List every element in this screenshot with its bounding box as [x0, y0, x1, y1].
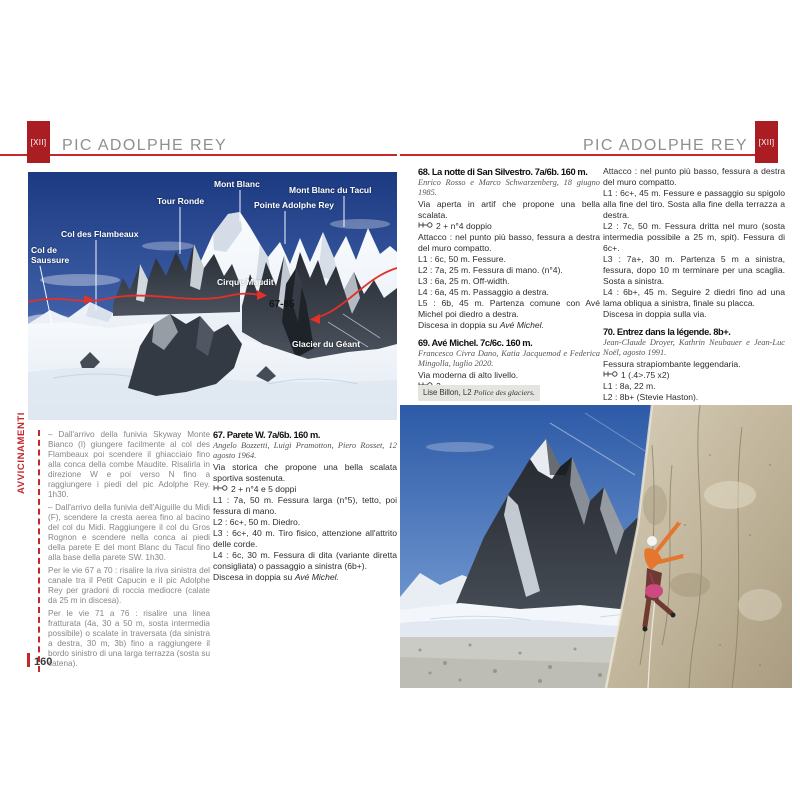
cam-rack-icon	[213, 484, 228, 495]
col-label-flambeaux: Col des Flambeaux	[61, 229, 139, 239]
route-description: Via moderna di alto livello.	[418, 369, 519, 380]
approach-paragraph: Per le vie 67 a 70 : risalire la riva sinistra del canale tra il Petit Capucin e il pic Adolphe Rey per gradoni di roccia mediocre (calate da 25 m in discesa).	[48, 566, 210, 605]
pitch-line: L2 : 7a, 25 m. Fessura di mano. (n°4).	[418, 264, 563, 275]
route-68-69-column	[418, 166, 600, 392]
route-description: Fessura strapiombante leggendaria.	[603, 358, 741, 369]
approach-sidebar-label: AVVICINAMENTI	[16, 411, 27, 494]
page-title-right: PIC ADOLPHE REY	[582, 137, 748, 154]
approach-paragraph: – Dall'arrivo della funivia dell'Aiguille du Midi (F), scendere la cresta aerea fino al bacino del col du Midi. Raggiungere il col du Gros Rognon e scendere nella conca ai piedi della parete E del mont Blanc du Tacul fino alla base della parete SW. 1h30.	[48, 503, 210, 562]
approach-paragraph: Per le vie 71 a 76 : risalire una linea fratturata (4a, 30 a 50 m, sosta intermedia possibile) o scalate in traversata (da sinistra a destra, 30 m, 3b) fino a raggiungere il bordo sinistro di una larga terrazza (sosta su catena).	[48, 609, 210, 668]
first-ascent: Enrico Rosso e Marco Schwarzenberg, 18 giugno 1985.	[418, 178, 600, 198]
cam-rack-icon	[418, 221, 433, 232]
climber-illustration	[400, 405, 792, 688]
approach-paragraph: – Dall'arrivo della funivia Skyway Monte Bianco (I) giungere facilmente al col des Flambeaux poi scendere il ghiacciaio fino alla conca della combe Maudite. Risalirla in direzione W e poi verso N fino a raggiungere i piedi del pic Adolphe Rey. 1h30.	[48, 430, 210, 499]
pitch-line: L2 : 7c, 50 m. Fessura dritta nel muro (sosta intermedia possibile a 25 m, spit). Fessura di 6c+.	[603, 221, 785, 253]
route-range-label: 67-85	[269, 299, 295, 310]
route-title: 67. Parete W. 7a/6b. 160 m.	[213, 430, 321, 440]
climber-photo	[400, 405, 792, 688]
route-69-70-column	[603, 166, 785, 403]
page-number-value: 160	[34, 656, 53, 668]
panorama-illustration	[28, 172, 397, 420]
descent-line: Discesa in doppia su Avé Michel.	[213, 571, 339, 582]
caption-route-name: Police des glaciers.	[473, 388, 535, 397]
photo-caption	[418, 385, 540, 401]
pitch-line: L4 : 6a, 45 m. Passaggio a destra.	[418, 286, 549, 297]
chapter-badge-left: [XII]	[27, 121, 50, 163]
attack-line: Attacco : nel punto più basso, fessura a destra del muro compatto.	[418, 231, 600, 253]
first-ascent: Jean-Claude Droyer, Kathrin Neubauer e Jean-Luc Noël, agosto 1991.	[603, 338, 785, 358]
label-cirque-maudit: Cirque Maudit	[217, 277, 274, 287]
page-number-bar	[27, 653, 30, 667]
attack-line: Attacco : nel punto più basso, fessura a destra del muro compatto.	[603, 166, 785, 187]
pitch-line: L3 : 7a+, 30 m. Partenza 5 m a sinistra, fessura, dopo 10 m terminare per una scaglia. Sosta a sinistra.	[603, 254, 785, 286]
gear-text: 1 (.4>.75 x2)	[621, 369, 670, 380]
pitch-line: L4 : 6b+, 45 m. Seguire 2 diedri fino ad una lama obliqua a sinistra, finale su placca.	[603, 287, 785, 308]
first-ascent: Angelo Bozzetti, Luigi Pramotton, Piero Rosset, 12 agosto 1964.	[213, 441, 397, 461]
route-67-column	[213, 429, 397, 583]
approach-text	[38, 430, 210, 672]
pitch-line: L3 : 6a, 25 m. Off-width.	[418, 275, 510, 286]
peak-label-tour-ronde: Tour Ronde	[157, 196, 205, 206]
first-ascent: Francesco Civra Dano, Katia Jacquemod e Federica Mingolla, luglio 2020.	[418, 348, 600, 369]
peak-label-pointe-adolphe-rey: Pointe Adolphe Rey	[254, 200, 334, 210]
pitch-line: L1 : 6c+, 45 m. Fessure e passaggio su spigolo alla fine del tiro. Sosta alla fine della terrazza a destra.	[603, 188, 785, 220]
pitch-line: L1 : 6c, 50 m. Fessure.	[418, 253, 506, 264]
pitch-line: L5 : 6b, 45 m. Partenza comune con Avé Michel poi diedro a destra.	[418, 297, 600, 319]
pitch-line: L4 : 6c, 30 m. Fessura di dita (variante diretta consigliata) o passaggio a sinistra (6b+).	[213, 549, 397, 571]
page-title-left: PIC ADOLPHE REY	[62, 137, 228, 154]
gear-line	[418, 221, 600, 232]
route-description: Via storica che propone una bella scalata sportiva sostenuta.	[213, 461, 397, 483]
pitch-line: L3 : 6c+, 40 m. Tiro fisico, attenzione all'attrito delle corde.	[213, 527, 397, 549]
caption-photographer: Lise Billon, L2	[423, 388, 474, 397]
peak-label-mont-blanc: Mont Blanc	[214, 179, 260, 189]
route-title: 69. Avé Michel. 7c/6c. 160 m.	[418, 337, 533, 348]
chapter-badge-right: [XII]	[755, 121, 778, 163]
page-number	[27, 653, 52, 668]
panorama-photo	[28, 172, 397, 420]
route-title: 68. La notte di San Silvestro. 7a/6b. 160 m.	[418, 167, 588, 177]
pitch-line: L1 : 7a, 50 m. Fessura larga (n°5), tetto, poi fessura di mano.	[213, 494, 397, 516]
route-title: 70. Entrez dans la légende. 8b+.	[603, 327, 731, 337]
gear-text: 2 + n°4 e 5 doppi	[231, 483, 297, 494]
descent-line: Discesa in doppia sulla via.	[603, 309, 707, 319]
gear-line	[603, 370, 785, 381]
label-glacier-du-geant: Glacier du Géant	[292, 339, 361, 349]
cam-rack-icon	[603, 370, 618, 381]
col-label-saussure: Col de Saussure	[31, 245, 70, 265]
peak-label-mont-blanc-du-tacul: Mont Blanc du Tacul	[289, 185, 372, 195]
pitch-line: L1 : 8a, 22 m.	[603, 380, 656, 391]
gear-text: 2 + n°4 doppio	[436, 220, 492, 231]
gear-line	[213, 484, 397, 495]
route-description: Via aperta in artif che propone una bella scalata.	[418, 198, 600, 220]
pitch-line: L2 : 6c+, 50 m. Diedro.	[213, 516, 301, 527]
descent-line: Discesa in doppia su Avé Michel.	[418, 319, 544, 330]
pitch-line: L2 : 8b+ (Stevie Haston).	[603, 391, 699, 402]
